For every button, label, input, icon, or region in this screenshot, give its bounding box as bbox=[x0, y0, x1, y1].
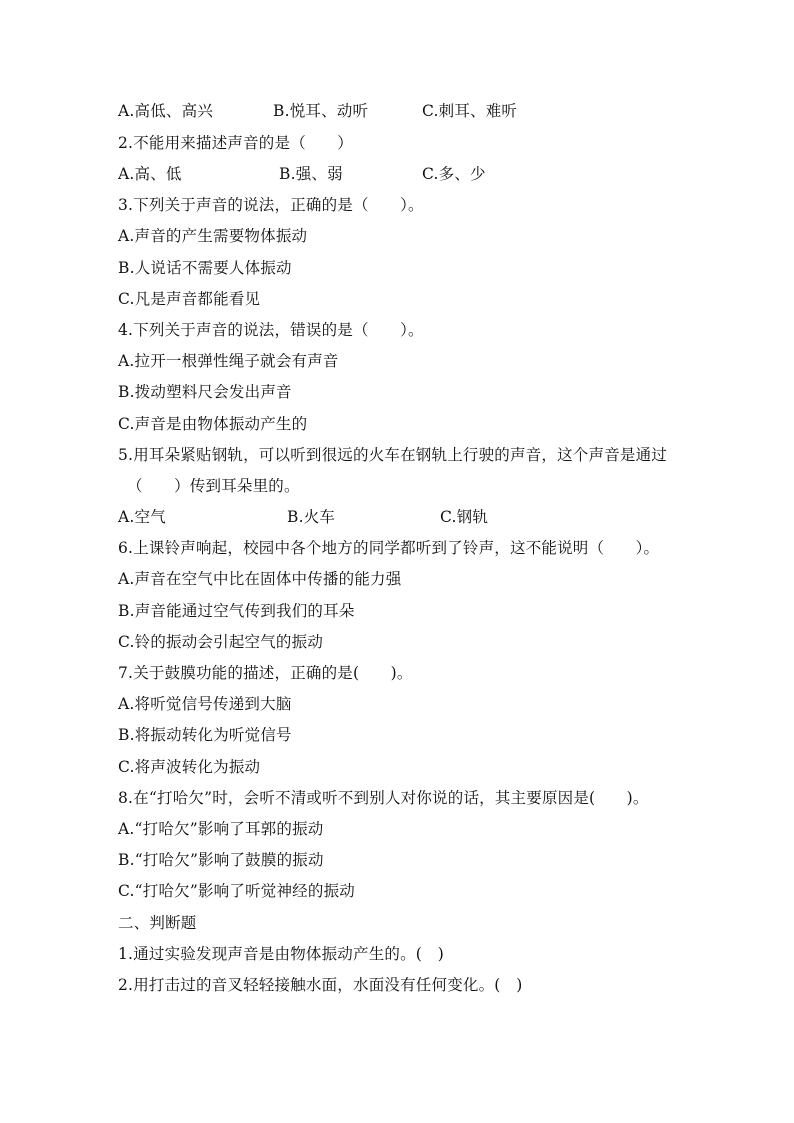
section2-heading: 二、判断题 bbox=[118, 914, 197, 932]
q4-option-a: A.拉开一根弹性绳子就会有声音 bbox=[118, 352, 339, 370]
q2-option-b: B.强、弱 bbox=[279, 165, 343, 183]
q8-option-b: B.“打哈欠”影响了鼓膜的振动 bbox=[118, 851, 324, 869]
q5-option-a: A.空气 bbox=[118, 508, 166, 526]
q3-option-c: C.凡是声音都能看见 bbox=[118, 290, 261, 308]
q7-option-a: A.将听觉信号传递到大脑 bbox=[118, 695, 292, 713]
q6-option-a: A.声音在空气中比在固体中传播的能力强 bbox=[118, 570, 402, 588]
q5-stem-line2: （ ）传到耳朵里的。 bbox=[127, 477, 300, 495]
q3-option-b: B.人说话不需要人体振动 bbox=[118, 259, 292, 277]
q1-option-a: A.高低、高兴 bbox=[118, 102, 214, 120]
q5-option-b: B.火车 bbox=[287, 508, 336, 526]
q7-option-b: B.将振动转化为听觉信号 bbox=[118, 726, 292, 744]
q2-option-a: A.高、低 bbox=[118, 165, 182, 183]
q3-option-a: A.声音的产生需要物体振动 bbox=[118, 227, 308, 245]
q3-stem: 3.下列关于声音的说法，正确的是（ ）。 bbox=[118, 196, 424, 214]
judge-item-2: 2.用打击过的音叉轻轻接触水面，水面没有任何变化。( ) bbox=[118, 976, 523, 994]
q7-stem: 7.关于鼓膜功能的描述，正确的是( )。 bbox=[118, 664, 413, 682]
q8-option-c: C.“打哈欠”影响了听觉神经的振动 bbox=[118, 882, 355, 900]
q8-option-a: A.“打哈欠”影响了耳郭的振动 bbox=[118, 820, 324, 838]
q2-stem: 2.不能用来描述声音的是（ ） bbox=[118, 134, 353, 152]
q6-option-b: B.声音能通过空气传到我们的耳朵 bbox=[118, 602, 355, 620]
q5-option-c: C.钢轨 bbox=[440, 508, 489, 526]
q2-option-c: C.多、少 bbox=[422, 165, 486, 183]
q7-option-c: C.将声波转化为振动 bbox=[118, 758, 261, 776]
q8-stem: 8.在“打哈欠”时，会听不清或听不到别人对你说的话，其主要原因是( )。 bbox=[118, 789, 649, 807]
q1-option-b: B.悦耳、动听 bbox=[273, 102, 369, 120]
q1-option-c: C.刺耳、难听 bbox=[422, 102, 518, 120]
q5-stem-line1: 5.用耳朵紧贴钢轨，可以听到很远的火车在钢轨上行驶的声音，这个声音是通过 bbox=[118, 446, 667, 464]
judge-item-1: 1.通过实验发现声音是由物体振动产生的。( ) bbox=[118, 945, 444, 963]
q6-stem: 6.上课铃声响起，校园中各个地方的同学都听到了铃声，这不能说明（ ）。 bbox=[118, 539, 660, 557]
q4-option-c: C.声音是由物体振动产生的 bbox=[118, 415, 308, 433]
q6-option-c: C.铃的振动会引起空气的振动 bbox=[118, 633, 324, 651]
q4-option-b: B.拨动塑料尺会发出声音 bbox=[118, 383, 292, 401]
q4-stem: 4.下列关于声音的说法，错误的是（ ）。 bbox=[118, 321, 424, 339]
